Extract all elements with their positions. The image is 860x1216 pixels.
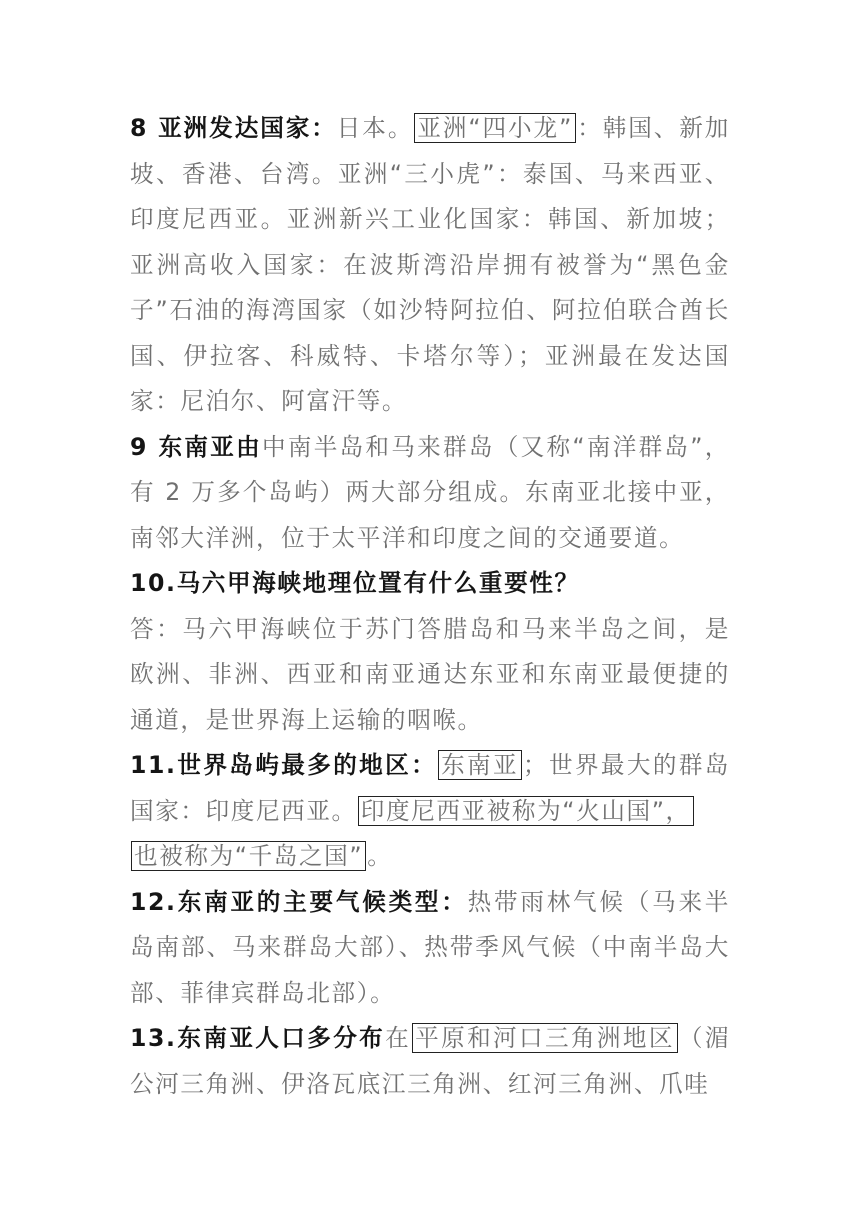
section-13-title: 13.东南亚人口多分布	[130, 1024, 386, 1052]
section-9-text: 中南半岛和马来群岛（又称“南洋群岛”，有 2 万多个岛屿）两大部分组成。东南亚北接中亚，南邻大洋洲，位于太平洋和印度之间的交通要道。	[130, 432, 730, 552]
section-10	[130, 561, 730, 607]
section-8-boxed-term: 亚洲“四小龙”	[414, 113, 576, 143]
section-11-boxed-term-2b: 也被称为“千岛之国”	[131, 841, 366, 871]
section-10-title: 10.马六甲海峡地理位置有什么重要性？	[130, 569, 580, 597]
section-13-boxed-term: 平原和河口三角洲地区	[412, 1023, 678, 1053]
section-12	[130, 880, 730, 1017]
section-11-boxed-term-1: 东南亚	[438, 750, 522, 780]
section-10-answer-text: 答：马六甲海峡位于苏门答腊岛和马来半岛之间，是欧洲、非洲、西亚和南亚通达东亚和东南亚最便捷的通道，是世界海上运输的咽喉。	[130, 614, 730, 734]
section-12-text: 热带雨林气候（马来半岛南部、马来群岛大部）、热带季风气候（中南半岛大部、菲律宾群岛北部）。	[130, 887, 731, 1007]
section-11-text-2: 。	[367, 842, 393, 870]
section-10-answer	[130, 607, 730, 744]
section-13-text-2: （湄公河三角洲、伊洛瓦底江三角洲、红河三角洲、爪哇	[130, 1024, 731, 1098]
section-8-text-1: 日本。	[336, 114, 414, 142]
section-11	[130, 743, 730, 880]
section-8-text-2: ：韩国、新加坡、香港、台湾。亚洲“三小虎”：泰国、马来西亚、印度尼西亚。亚洲新兴工业化国家：韩国、新加坡；亚洲高收入国家：在波斯湾沿岸拥有被誉为“黑色金子”石油的海湾国家（如沙特阿拉伯、阿拉伯联合酋长国、伊拉客、科威特、卡塔尔等）；亚洲最在发达国家：尼泊尔、阿富汗等。	[130, 114, 731, 415]
section-11-boxed-term-2a: 印度尼西亚被称为“火山国”，	[358, 796, 694, 826]
section-13	[130, 1016, 730, 1107]
section-9-title: 9 东南亚由	[130, 432, 262, 461]
document-page	[130, 106, 730, 1107]
section-12-title: 12.东南亚的主要气候类型：	[130, 887, 468, 916]
section-9	[130, 425, 730, 562]
section-8	[130, 106, 730, 425]
section-8-title: 8 亚洲发达国家：	[130, 114, 337, 142]
section-11-text-1: ；世界最大的群岛国家：印度尼西亚。	[130, 751, 730, 825]
section-11-title: 11.世界岛屿最多的地区：	[130, 751, 438, 779]
section-13-text-1: 在	[385, 1024, 412, 1052]
